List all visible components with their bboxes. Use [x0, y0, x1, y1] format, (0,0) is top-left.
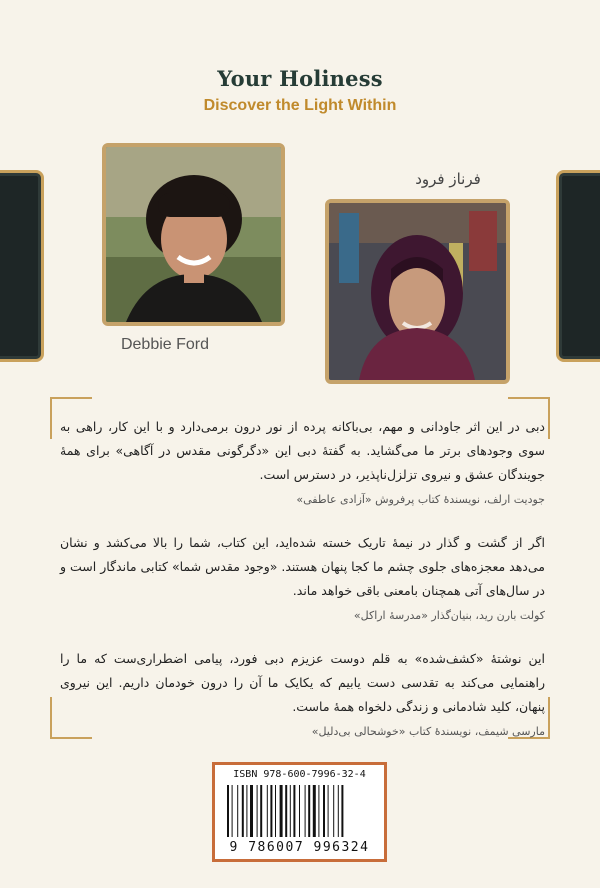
testimonial	[60, 531, 545, 625]
testimonial-attribution: مارسی شیمف، نویسندهٔ کتاب «خوشحالی بی‌دلیل»	[311, 725, 545, 738]
testimonial-text: اگر از گشت و گذار در نیمهٔ تاریک خسته شده‌اید، این کتاب، شما را بالا می‌کشد و نشان می‌دهد معجزه‌های جلوی چشم ما کجا پنهان هستند. «وجود مقدس شما» کتابی ماندگار است و در سال‌های آتی همچنان بامعنی باقی خواهد ماند.	[60, 535, 545, 598]
testimonials	[60, 415, 545, 763]
isbn-label: ISBN 978-600-7996-32-4	[233, 769, 366, 780]
testimonial-text: این نوشتهٔ «کشف‌شده» به قلم دوست عزیزم دبی فورد، پیامی اضطراری‌ست که ما را راهنمایی می‌کند به تقدسی دست یابیم که یکایک ما آن را درون خودمان داریم. این نیروی پنهان، کلید شادمانی و زندگی دلخواه همهٔ ماست.	[60, 651, 545, 714]
testimonial-attribution: جودیت ارلف، نویسندهٔ کتاب پرفروش «آزادی عاطفی»	[296, 493, 545, 506]
isbn-digits: 9 786007 996324	[229, 840, 370, 855]
testimonial	[60, 647, 545, 741]
left-decorative-panel	[0, 170, 44, 362]
portrait-illustration	[329, 203, 506, 380]
portrait-illustration	[106, 147, 281, 322]
isbn-barcode	[212, 762, 387, 862]
book-title: Your Holiness	[217, 66, 383, 91]
testimonial-attribution: کولت بارن رید، بنیان‌گذار «مدرسهٔ اراکل»	[353, 609, 545, 622]
author-photo-debbie-ford	[102, 143, 285, 326]
author-photo-farnaz-foroud	[325, 199, 510, 384]
right-decorative-panel	[556, 170, 600, 362]
author-name-english: Debbie Ford	[120, 336, 210, 353]
book-subtitle: Discover the Light Within	[203, 97, 397, 114]
barcode-bars	[227, 785, 372, 837]
author-name-persian: فرناز فرود	[415, 170, 481, 188]
testimonial-text: دبی در این اثر جاودانی و مهم، بی‌باکانه پرده از نور درون برمی‌دارد و با این کار، راهی به سوی وجودهای برتر ما می‌گشاید. به گفتهٔ دبی این «دگرگونی مقدس در آگاهی» برای همهٔ جویندگان عشق و نیروی تزلزل‌ناپذیر، در دسترس است.	[60, 419, 545, 482]
testimonial	[60, 415, 545, 509]
